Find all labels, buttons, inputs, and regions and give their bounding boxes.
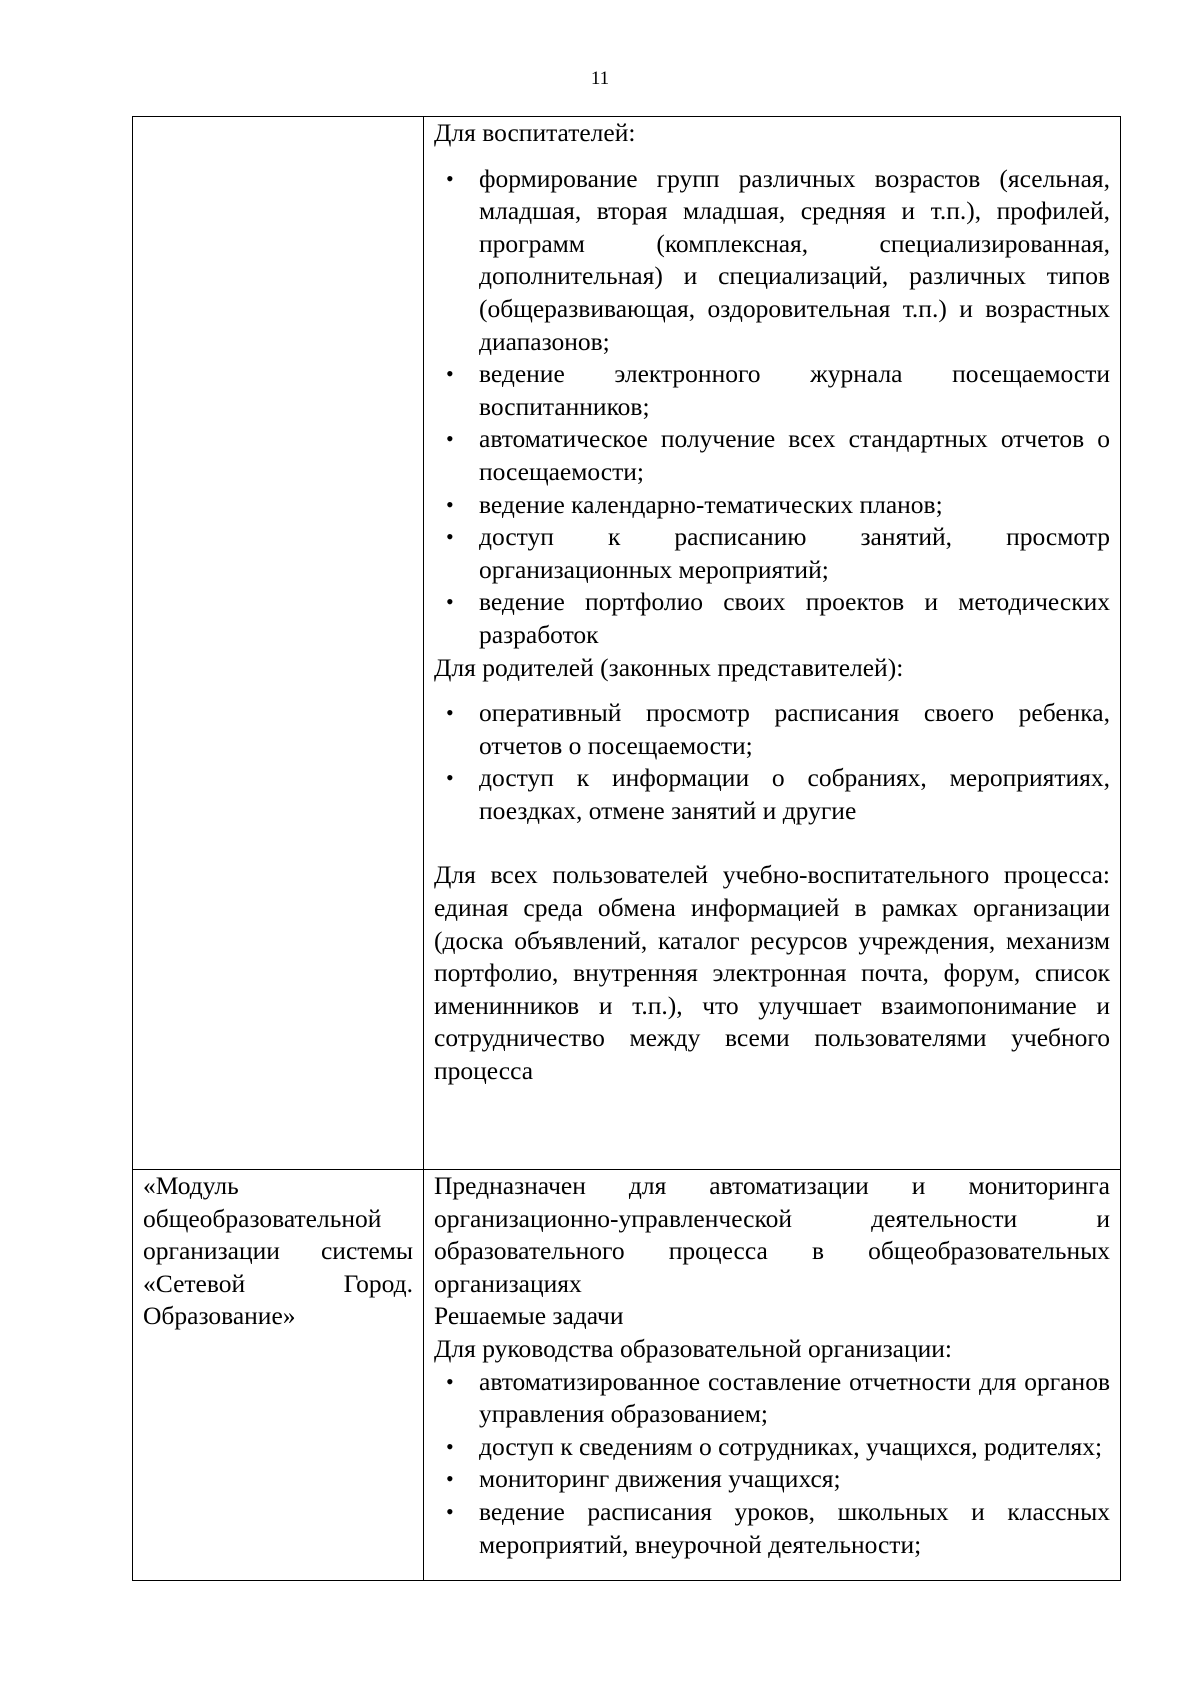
list-item: • формирование групп различных возрастов (ясельная, младшая, вторая младшая, средняя и т.п.), профилей, программ (комплексная, специализированная, дополнительная) и специализаций, различных типов (общеразвивающая, оздоровительная т.п.) и возрастных диапазонов;	[434, 163, 1110, 359]
page-number: 11	[590, 68, 610, 89]
list-item: • оперативный просмотр расписания своего ребенка, отчетов о посещаемости;	[434, 697, 1110, 762]
list-item: • доступ к расписанию занятий, просмотр организационных мероприятий;	[434, 521, 1110, 586]
parents-heading: Для родителей (законных представителей):	[434, 652, 904, 682]
list-item: • доступ к информации о собраниях, мероприятиях, поездках, отмене занятий и другие	[434, 762, 1110, 827]
module-name-cell: «Модуль общеобразовательной организации системы «Сетевой Город. Образование»	[133, 1170, 424, 1581]
management-list	[434, 1366, 1110, 1562]
purpose-paragraph: Предназначен для автоматизации и мониторинга организационно-управленческой деятельности и образовательного процесса в общеобразовательных организациях	[434, 1171, 1110, 1298]
table-row	[133, 1170, 1121, 1581]
list-item: • ведение электронного журнала посещаемости воспитанников;	[434, 358, 1110, 423]
module-name-cell	[133, 117, 424, 1170]
list-item: • автоматизированное составление отчетности для органов управления образованием;	[434, 1366, 1110, 1431]
list-item: • ведение расписания уроков, школьных и классных мероприятий, внеурочной деятельности;	[434, 1496, 1110, 1561]
parents-list	[434, 697, 1110, 827]
list-item: • автоматическое получение всех стандартных отчетов о посещаемости;	[434, 423, 1110, 488]
tasks-heading: Решаемые задачи	[434, 1301, 624, 1331]
module-description-cell	[424, 1170, 1121, 1581]
module-description-cell	[424, 117, 1121, 1170]
modules-table	[132, 116, 1121, 1581]
list-item: • доступ к сведениям о сотрудниках, учащихся, родителях;	[434, 1431, 1110, 1464]
teachers-heading: Для воспитателей:	[434, 118, 636, 147]
teachers-list	[434, 163, 1110, 652]
management-heading: Для руководства образовательной организации:	[434, 1333, 952, 1363]
table-row	[133, 117, 1121, 1170]
list-item: • ведение календарно-тематических планов;	[434, 489, 1110, 522]
list-item: • ведение портфолио своих проектов и методических разработок	[434, 586, 1110, 651]
list-item: • мониторинг движения учащихся;	[434, 1463, 1110, 1496]
all-users-paragraph: Для всех пользователей учебно-воспитательного процесса: единая среда обмена информацией в рамках организации (доска объявлений, каталог ресурсов учреждения, механизм портфолио, внутренняя электронная почта, форум, список именинников и т.п.), что улучшает взаимопонимание и сотрудничество между всеми пользователями учебного процесса	[434, 860, 1110, 1086]
